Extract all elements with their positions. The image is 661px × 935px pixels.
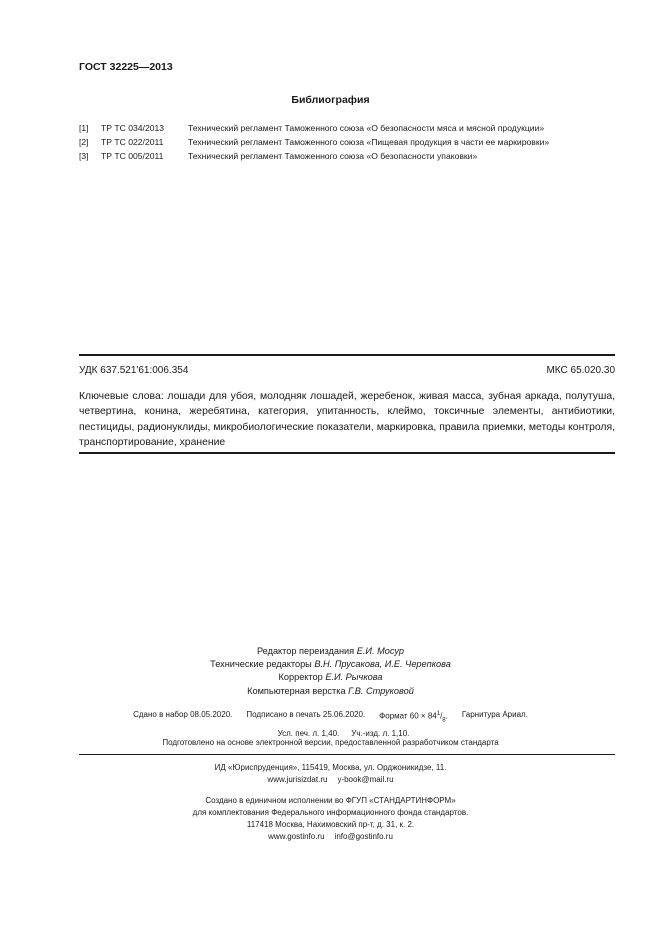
credit-name: Е.И. Рычкова	[325, 672, 383, 683]
bibliography-entry	[79, 121, 639, 135]
publisher-links	[0, 774, 661, 786]
bibliography-entry	[79, 135, 639, 149]
entry-code: ТР ТС 022/2011	[101, 137, 164, 147]
bibliography-entry	[79, 149, 639, 163]
divider-top	[79, 354, 615, 356]
format-numerator: 1	[436, 711, 441, 717]
classification-row	[79, 365, 615, 376]
publisher-email-link[interactable]: y-book@mail.ru	[337, 775, 394, 784]
credit-name: В.Н. Прусакова, И.Е. Черепкова	[314, 659, 451, 670]
typeset-date: Сдано в набор 08.05.2020.	[133, 710, 233, 719]
entry-code: ТР ТС 034/2013	[101, 123, 165, 133]
publisher-address: ИД «Юриспруденция», 115419, Москва, ул. Орджоникидзе, 11.	[214, 763, 447, 772]
paper-format	[379, 708, 448, 727]
credits-block	[0, 645, 661, 698]
standartinform-links	[0, 831, 661, 843]
credit-editor	[0, 645, 661, 658]
credit-proofreader	[0, 671, 661, 684]
print-info	[0, 708, 661, 740]
fund-line: для комплектования Федерального информационного фонда стандартов.	[192, 808, 469, 817]
publication-sheets: Уч.-изд. л. 1,10.	[351, 729, 410, 739]
entry-code: ТР ТС 005/2011	[101, 151, 164, 161]
credit-role: Технические редакторы	[210, 659, 315, 670]
credit-role: Редактор переиздания	[256, 646, 357, 656]
credit-name: Е.И. Мосур	[356, 646, 405, 656]
prepared-note: Подготовлено на основе электронной версии, предоставленной разработчиком стандарта	[162, 738, 499, 747]
entry-number: [1]	[79, 123, 89, 133]
gostinfo-site-link[interactable]: www.gostinfo.ru	[268, 832, 325, 841]
format-slash: /	[440, 711, 443, 721]
credit-tech-editors	[0, 658, 661, 671]
print-info-row	[0, 708, 661, 727]
divider-bottom	[79, 754, 615, 755]
keywords-paragraph	[79, 389, 615, 450]
entry-number: [2]	[79, 137, 89, 147]
publisher-site-link[interactable]: www.jurisizdat.ru	[267, 775, 328, 784]
divider-keywords	[79, 452, 615, 454]
print-sheets: Усл. печ. л. 1,40.	[277, 729, 340, 739]
format-prefix: Формат 60 × 84	[379, 711, 437, 721]
entry-text: Технический регламент Таможенного союза «О безопасности мяса и мясной продукции»	[188, 123, 545, 133]
standard-number: ГОСТ 32225—2013	[79, 61, 173, 73]
entry-number: [3]	[79, 151, 89, 161]
entry-text: Технический регламент Таможенного союза «Пищевая продукция в части ее маркировки»	[188, 137, 550, 147]
bibliography-list	[79, 121, 639, 163]
publisher-block	[0, 762, 661, 843]
credit-layout	[0, 685, 661, 698]
format-denominator: 8	[442, 717, 446, 724]
gostinfo-email-link[interactable]: info@gostinfo.ru	[334, 832, 393, 841]
credit-name: Г.В. Струковой	[348, 685, 414, 696]
keywords-text: лошади для убоя, молодняк лошадей, жеребенок, живая масса, зубная аркада, полутуша, четвертина, конина, жеребятина, категория, упитанность, клеймо, токсичные элементы, антибиотики, пестициды, радионуклиды, микробиологические показатели, маркировка, правила приемки, методы контроля, транспортирование, хранение	[79, 391, 616, 448]
entry-text: Технический регламент Таможенного союза «О безопасности упаковки»	[188, 151, 478, 161]
typeface: Гарнитура Ариал.	[461, 710, 528, 719]
standartinform-line: Создано в единичном исполнении во ФГУП «СТАНДАРТИНФОРМ»	[205, 796, 456, 805]
standartinform-address: 117418 Москва, Нахимовский пр-т, д. 31, к. 2.	[246, 820, 415, 829]
signed-date: Подписано в печать 25.06.2020.	[246, 710, 366, 719]
credit-role: Компьютерная верстка	[247, 685, 349, 696]
format-suffix: .	[445, 711, 448, 721]
keywords-label: Ключевые слова:	[79, 391, 164, 402]
bibliography-title: Библиография	[291, 94, 370, 106]
udk-code: УДК 637.521'61:006.354	[79, 365, 189, 376]
mks-code: МКС 65.020.30	[546, 365, 615, 376]
credit-role: Корректор	[278, 672, 326, 683]
